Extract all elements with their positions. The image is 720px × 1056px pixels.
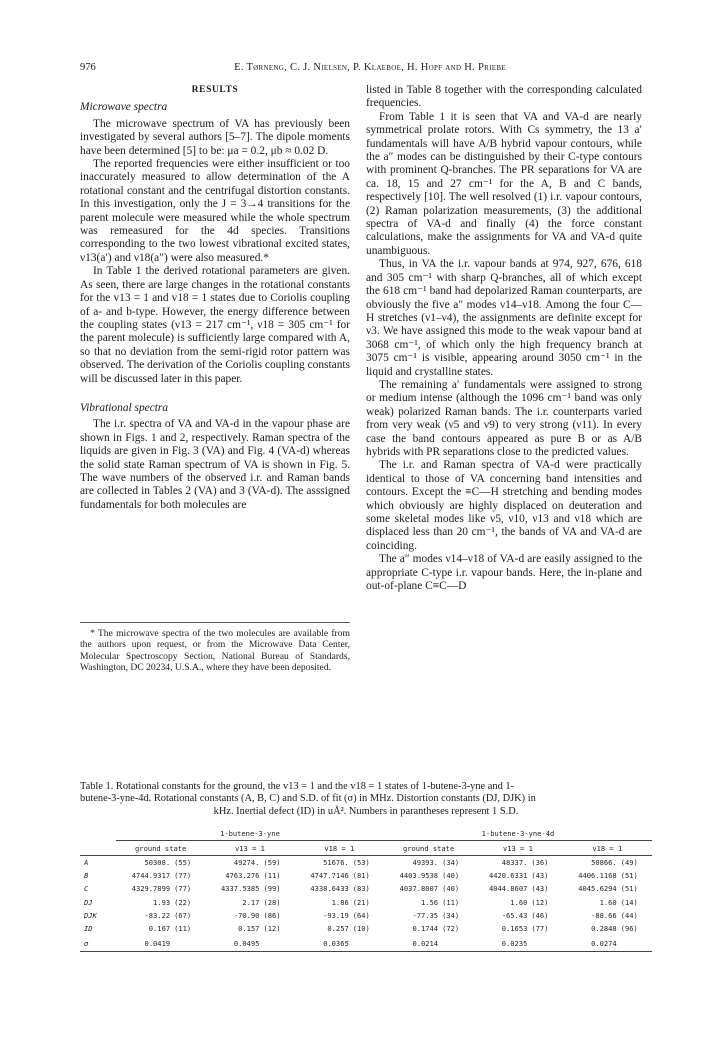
table-row — [80, 909, 652, 922]
footnote — [80, 622, 350, 673]
table-cell-error: (81) — [352, 871, 370, 881]
table-row — [80, 856, 652, 870]
table-caption — [80, 781, 652, 818]
table-cell-value: 4337.5385 — [221, 884, 260, 894]
microwave-paragraph-2: The reported frequencies were either insufficient or too inaccurately measured to allow determination of the A rotational constant and the centrifugal distortion constants. In this investigation, only the J = 3→4 transitions for the parent molecule were measured while the whole spectrum was remeasured for the 4d species. Transitions corresponding to the two lowest vibrational excited states, ν13(a′) and ν18(a″) were also measured.* — [80, 158, 350, 264]
table-caption-line-2: butene-3-yne-4d. Rotational constants (A, B, C) and S.D. of fit (σ) in MHz. Distortion constants (DJ, DJK) in — [80, 793, 536, 805]
row-label: DJ — [84, 897, 93, 907]
table-cell-error: (28) — [263, 897, 281, 907]
table-cell-error: (43) — [531, 884, 549, 894]
table-cell-error: (40) — [442, 871, 460, 881]
table-cell-error — [619, 935, 652, 952]
table-cell-error — [529, 935, 562, 952]
table-cell-value: 0.0235 — [473, 935, 529, 952]
table-cell-value: 2.17 — [242, 897, 260, 907]
running-header — [80, 62, 660, 78]
microwave-heading: Microwave spectra — [80, 101, 168, 114]
table-cell-error: (44) — [620, 910, 638, 920]
table-cell-value: 0.167 — [148, 924, 171, 934]
table-row — [80, 869, 652, 882]
table-cell-value: 1.60 — [510, 897, 528, 907]
table-cell-error: (12) — [531, 897, 549, 907]
table-cell-value: 4403.9538 — [399, 871, 439, 881]
molecule-header-parent: 1-butene-3-yne — [116, 827, 384, 841]
state-header: v18 = 1 — [563, 841, 652, 856]
table-cell-error: (43) — [531, 871, 549, 881]
table-cell-error: (67) — [174, 910, 192, 920]
table-cell-value: 50308. — [144, 858, 171, 868]
table-cell-value: 4045.6294 — [578, 884, 617, 894]
table-cell-error: (51) — [620, 871, 638, 881]
table-row — [80, 896, 652, 909]
right-paragraph-4: The remaining a′ fundamentals were assigned to strong or medium intense (although the 1096 cm⁻¹ band was only weak) polarized Raman bands. The i.r. counterparts varied from very weak (ν5 and ν9) to very strong (ν11). In every case the band contours appeared as pure B or as A/B hybrids with PR separations close to the predicted values. — [366, 378, 642, 458]
table-row — [80, 922, 652, 935]
table-cell-error: (22) — [174, 897, 192, 907]
table-cell-value: 48337. — [501, 858, 528, 868]
table-cell-value: 1.86 — [331, 897, 349, 907]
table-cell-value: -70.90 — [233, 910, 260, 920]
table-corner-cell — [80, 827, 116, 841]
table-cell-error — [351, 935, 384, 952]
table-cell-value: -93.19 — [323, 910, 349, 920]
footnote-text: * The microwave spectra of the two molecules are available from the authors upon request, or from the Microwave Data Center, Molecular Spectroscopy Section, National Bureau of Standards, Washington, DC 20234, U.S.A., where they have been deposited. — [80, 628, 350, 673]
table-cell-error: (86) — [263, 910, 281, 920]
molecule-header-deuterated: 1-butene-3-yne-4d — [384, 827, 652, 841]
table-cell-error: (40) — [442, 884, 460, 894]
rotational-constants-table — [80, 827, 652, 952]
table-cell-error: (77) — [531, 924, 549, 934]
table-caption-line-3: kHz. Inertial defect (ID) in uÅ². Numbers in parantheses represent 1 S.D. — [213, 805, 519, 817]
table-cell-value: 4420.6331 — [488, 871, 528, 881]
table-cell-value: 49274. — [233, 858, 260, 868]
table-cell-value: 1.56 — [420, 897, 439, 907]
right-paragraph-3: Thus, in VA the i.r. vapour bands at 974, 927, 676, 618 and 305 cm⁻¹ with sharp Q-branches, all of which except the 618 cm⁻¹ band had depolarized Raman counterparts, are obviously the five a″ modes ν14–ν18. Among the four C—H stretches (ν1–ν4), the assignments are definite except for ν3. We have assigned this mode to the weak vapour band at 3068 cm⁻¹, of which only the high frequency branch at 3075 cm⁻¹ is visible, appearing around 3050 cm⁻¹ in the liquid and crystalline states. — [366, 258, 642, 378]
table-molecule-header-row — [80, 827, 652, 841]
table-state-corner — [80, 841, 116, 856]
table-cell-error: (59) — [263, 858, 281, 868]
table-cell-value: 0.0419 — [116, 935, 172, 952]
table-cell-error: (11) — [263, 871, 281, 881]
row-label: A — [84, 858, 89, 868]
table-cell-value: 0.0274 — [563, 935, 619, 952]
table-cell-value: 1.60 — [599, 897, 617, 907]
table-cell-error: (46) — [531, 910, 549, 920]
table-cell-value: 4044.8607 — [488, 884, 528, 894]
table-cell-value: 0.257 — [327, 924, 349, 934]
right-paragraph-6: The a″ modes ν14–ν18 of VA-d are easily assigned to the appropriate C-type i.r. vapour bands. Here, the in-plane and out-of-plane C≡C—D — [366, 553, 642, 593]
right-paragraph-2: From Table 1 it is seen that VA and VA-d are nearly symmetrical prolate rotors. With Cs symmetry, the 13 a′ fundamentals will have A/B hybrid vapour contours, while the a″ modes can be distinguished by their C-type contours with prominent Q-branches. The PR separations for VA are ca. 18, 15 and 27 cm⁻¹ for the A, B and C bands, respectively [10]. The well resolved (1) i.r. vapour contours, (2) Raman polarization measurements, (3) the additional spectra of VA-d and finally (4) the force constant calculations, make the assignments for VA and VA-d quite unambiguous. — [366, 110, 642, 257]
table-cell-error — [261, 935, 294, 952]
table-cell-error: (11) — [174, 924, 192, 934]
table-cell-value: 51676. — [323, 858, 349, 868]
table-cell-value: 4744.9317 — [131, 871, 171, 881]
table-cell-value: 0.1744 — [412, 924, 439, 934]
table-cell-value: 0.1653 — [501, 924, 528, 934]
table-cell-error: (10) — [352, 924, 370, 934]
table-cell-error: (21) — [352, 897, 370, 907]
state-header: v18 = 1 — [295, 841, 384, 856]
table-cell-value: 49393. — [412, 858, 439, 868]
table-cell-error: (72) — [442, 924, 460, 934]
table-cell-value: 50866. — [591, 858, 617, 868]
row-label: C — [84, 884, 89, 894]
state-header: ground state — [384, 841, 473, 856]
right-column — [366, 84, 642, 593]
table-cell-error: (51) — [620, 884, 638, 894]
table-cell-error: (34) — [442, 910, 460, 920]
left-column — [80, 84, 350, 512]
table-cell-value: 4406.1168 — [578, 871, 617, 881]
microwave-paragraph-1: The microwave spectrum of VA has previously been investigated by several authors [5–7]. The dipole moments have been determined [5] to be: μa = 0.2, μb ≈ 0.02 D. — [80, 117, 350, 157]
table-cell-value: 0.0365 — [295, 935, 351, 952]
row-label: σ — [80, 935, 116, 952]
table-cell-value: -77.35 — [412, 910, 439, 920]
table-cell-value: -88.66 — [591, 910, 617, 920]
table-cell-value: 0.0495 — [205, 935, 261, 952]
table-row — [80, 935, 652, 952]
row-label: B — [84, 871, 89, 881]
table-cell-error — [172, 935, 205, 952]
table-state-header-row — [80, 841, 652, 856]
right-paragraph-1: listed in Table 8 together with the corresponding calculated frequencies. — [366, 84, 642, 110]
state-header: ground state — [116, 841, 205, 856]
table-cell-value: 1.93 — [153, 897, 171, 907]
state-header: v13 = 1 — [473, 841, 562, 856]
table-cell-value: 0.2848 — [591, 924, 617, 934]
row-label: DJK — [84, 910, 97, 920]
table-cell-error: (11) — [442, 897, 460, 907]
microwave-paragraph-3: In Table 1 the derived rotational parameters are given. As seen, there are large changes in the rotational constants for the v13 = 1 and v18 = 1 states due to Coriolis coupling of a- and b-type. However, the energy difference between the coupling states (ν13 = 217 cm⁻¹, ν18 = 305 cm⁻¹ for the parent molecule) is sufficiently large compared with A, so that no deviation from the semi-rigid rotor pattern was observed. The derivation of the Coriolis coupling constants will be discussed later in this paper. — [80, 265, 350, 385]
table-cell-error: (12) — [263, 924, 281, 934]
table-cell-value: 4338.6433 — [310, 884, 349, 894]
table-cell-value: 4763.276 — [225, 871, 260, 881]
table-cell-error: (53) — [352, 858, 370, 868]
table-cell-error: (36) — [531, 858, 549, 868]
table-cell-error: (77) — [174, 884, 192, 894]
table-cell-error: (64) — [352, 910, 370, 920]
table-cell-value: 4037.8007 — [399, 884, 439, 894]
row-label: ID — [84, 924, 93, 934]
table-cell-value: 0.157 — [238, 924, 260, 934]
table-cell-error: (96) — [620, 924, 638, 934]
table-cell-value: -65.43 — [501, 910, 528, 920]
table-cell-value: -83.22 — [144, 910, 171, 920]
table-cell-error: (55) — [174, 858, 192, 868]
table-cell-error: (49) — [620, 858, 638, 868]
table-row — [80, 882, 652, 895]
page-number: 976 — [80, 62, 96, 73]
table-body — [80, 856, 652, 952]
table-cell-value: 4329.7899 — [131, 884, 171, 894]
table-cell-error: (99) — [263, 884, 281, 894]
state-header: v13 = 1 — [205, 841, 294, 856]
table-cell-error — [440, 935, 473, 952]
section-title: RESULTS — [191, 85, 239, 95]
table-cell-value: 0.0214 — [384, 935, 440, 952]
table-caption-line-1: Table 1. Rotational constants for the ground, the v13 = 1 and the v18 = 1 states of 1-butene-3-yne and 1- — [80, 781, 515, 792]
table-cell-error: (83) — [352, 884, 370, 894]
table-cell-error: (77) — [174, 871, 192, 881]
vibrational-paragraph-1: The i.r. spectra of VA and VA-d in the vapour phase are shown in Figs. 1 and 2, respectively. Raman spectra of the liquids are given in Fig. 3 (VA) and Fig. 4 (VA-d) whereas the solid state Raman spectrum of VA is shown in Fig. 5. The wave numbers of the observed i.r. and Raman bands are collected in Tables 2 (VA) and 3 (VA-d). The asssigned fundamentals for both molecules are — [80, 418, 350, 511]
table-cell-value: 4747.7146 — [310, 871, 349, 881]
right-paragraph-5: The i.r. and Raman spectra of VA-d were practically identical to those of VA concerning band intensities and contours. Except the ≡C—H stretching and bending modes which obviously are highly displaced on deuteration and some skeletal modes like ν5, ν10, ν13 and ν18 which are displaced less than 20 cm⁻¹, the bands of VA and VA-d are coinciding. — [366, 459, 642, 552]
table-cell-error: (34) — [442, 858, 460, 868]
vibrational-heading: Vibrational spectra — [80, 401, 169, 414]
table-cell-error: (14) — [620, 897, 638, 907]
running-header-authors: E. Tørneng, C. J. Nielsen, P. Klaeboe, H. Hopf and H. Priebe — [234, 62, 506, 73]
